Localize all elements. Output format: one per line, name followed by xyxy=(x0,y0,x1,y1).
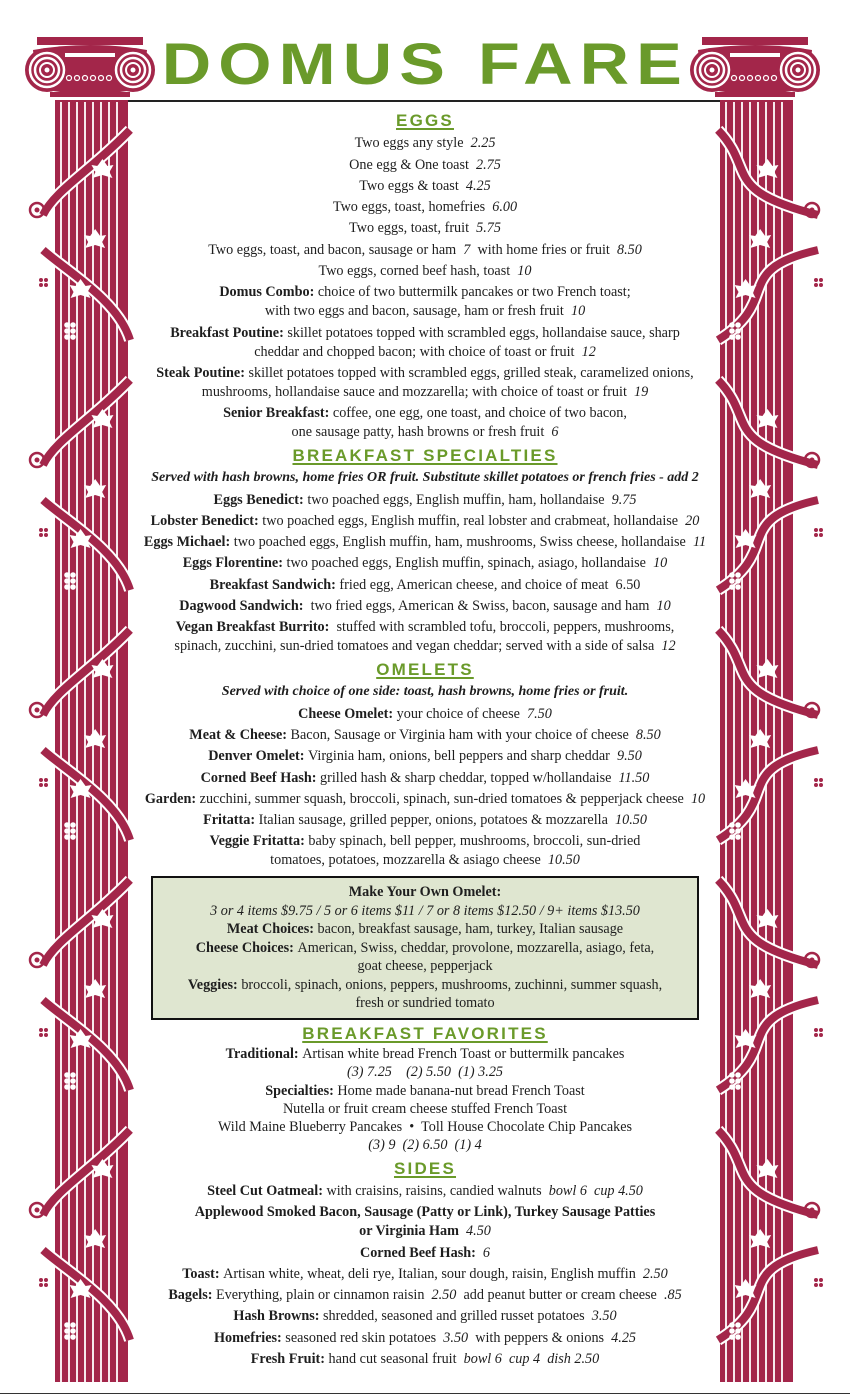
menu-item-line xyxy=(125,811,725,830)
vine-icon xyxy=(718,130,823,340)
menu-item-line xyxy=(125,1100,725,1118)
menu-item-line xyxy=(153,920,697,939)
menu-item xyxy=(125,1203,725,1241)
menu-item xyxy=(153,902,697,921)
item-price: 6.00 xyxy=(492,199,518,216)
item-description: seasoned red skin potatoes xyxy=(285,1329,444,1346)
menu-item xyxy=(125,198,725,217)
item-description: Italian sausage, grilled pepper, onions, potatoes & mozzarella xyxy=(258,812,615,829)
item-price: 10 xyxy=(517,263,532,280)
item-description: coffee, one egg, one toast, and choice of two bacon, xyxy=(332,405,627,422)
menu-item-line xyxy=(125,554,725,573)
menu-item xyxy=(125,769,725,788)
item-description: Two eggs, toast, and bacon, sausage or ham xyxy=(208,241,464,258)
menu-item-line xyxy=(125,1222,725,1241)
menu-section xyxy=(125,445,725,656)
menu-item-line xyxy=(153,883,697,902)
menu-item-line xyxy=(125,747,725,766)
vine-icon xyxy=(30,380,130,590)
item-description: Wild Maine Blueberry Pancakes • Toll House Chocolate Chip Pancakes xyxy=(217,1119,633,1136)
item-description: zucchini, summer squash, broccoli, spinach, sun-dried tomatoes & pepperjack cheese xyxy=(199,790,691,807)
item-description: with home fries or fruit xyxy=(470,241,617,258)
item-description: Nutella or fruit cream cheese stuffed French Toast xyxy=(282,1100,568,1117)
item-price: 2.25 xyxy=(470,135,496,152)
menu-item-line xyxy=(125,404,725,423)
section-title-text: EGGS xyxy=(396,111,454,130)
item-description: One egg & One toast xyxy=(349,156,477,173)
item-price: 9.50 xyxy=(616,748,642,765)
item-price: 4.50 xyxy=(466,1223,491,1240)
item-description: skillet potatoes topped with scrambled eggs, hollandaise sauce, sharp xyxy=(287,324,680,341)
menu-item xyxy=(125,747,725,766)
menu-item-line xyxy=(125,219,725,238)
item-name: Breakfast Poutine: xyxy=(170,324,288,341)
item-description: stuffed with scrambled tofu, broccoli, peppers, mushrooms, xyxy=(332,619,675,636)
section-title xyxy=(125,659,725,681)
item-name: Hash Browns: xyxy=(233,1308,324,1325)
menu-item xyxy=(125,726,725,745)
menu-item-line xyxy=(125,1329,725,1348)
vine-icon xyxy=(30,1130,130,1340)
menu-item xyxy=(153,976,697,1013)
item-description: two fried eggs, American & Swiss, bacon, sausage and ham xyxy=(307,598,657,615)
item-name: Eggs Michael: xyxy=(143,534,234,551)
menu-item xyxy=(125,1307,725,1326)
item-name: Eggs Benedict: xyxy=(213,491,308,508)
item-description: spinach, zucchini, sun-dried tomatoes and vegan cheddar; served with a side of salsa xyxy=(174,638,662,655)
item-description: Two eggs, toast, homefries xyxy=(332,199,493,216)
item-name: Veggie Fritatta: xyxy=(209,833,309,850)
section-title xyxy=(125,1023,725,1045)
menu-item-line xyxy=(125,324,725,343)
item-description: two poached eggs, English muffin, spinach, asiago, hollandaise xyxy=(286,555,654,572)
item-name: Eggs Florentine: xyxy=(182,555,287,572)
item-description: with craisins, raisins, candied walnuts xyxy=(326,1183,549,1199)
menu-item xyxy=(153,939,697,976)
item-name: Traditional: xyxy=(225,1045,303,1062)
section-title-text: BREAKFAST SPECIALTIES xyxy=(292,446,558,466)
item-description: Artisan white, wheat, deli rye, Italian, sour dough, raisin, English muffin xyxy=(223,1265,643,1282)
item-price: 8.50 xyxy=(616,241,642,258)
item-price: .85 xyxy=(663,1287,682,1304)
item-price: 10 xyxy=(570,303,586,320)
menu-item-line xyxy=(125,1307,725,1326)
vine-icon xyxy=(30,630,130,840)
item-price: (3) 7.25 (2) 5.50 (1) 3.25 xyxy=(346,1064,504,1081)
item-name: Cheese Choices: xyxy=(195,939,298,956)
vine-icon xyxy=(718,630,823,840)
menu-item-line xyxy=(125,343,725,362)
menu-item-line xyxy=(125,134,725,153)
section-title xyxy=(125,1158,725,1180)
menu-item xyxy=(125,512,725,531)
item-name: Corned Beef Hash: xyxy=(359,1244,483,1261)
item-price: 10 xyxy=(653,555,668,572)
item-name: Homefries: xyxy=(213,1329,286,1346)
item-name: Denver Omelet: xyxy=(208,748,308,765)
item-description: goat cheese, pepperjack xyxy=(357,958,493,975)
menu-item-line xyxy=(125,1265,725,1284)
menu-item-line xyxy=(125,177,725,196)
menu-item xyxy=(125,283,725,321)
item-name: Applewood Smoked Bacon, Sausage (Patty or Link), Turkey Sausage Patties xyxy=(194,1204,656,1221)
menu-item xyxy=(125,832,725,870)
section-title-text: BREAKFAST FAVORITES xyxy=(302,1023,548,1043)
item-name: Make Your Own Omelet: xyxy=(348,884,502,901)
item-price: 2.75 xyxy=(476,156,501,173)
item-description: cheddar and chopped bacon; with choice of toast or fruit xyxy=(254,343,582,360)
item-description: baby spinach, bell pepper, mushrooms, broccoli, sun-dried xyxy=(308,833,641,850)
menu-item xyxy=(125,790,725,809)
item-price: 12 xyxy=(661,638,676,655)
menu-item-line xyxy=(125,198,725,217)
menu-item-line xyxy=(125,705,725,724)
item-description: your choice of cheese xyxy=(396,705,528,722)
item-description: tomatoes, potatoes, mozzarella & asiago cheese xyxy=(270,852,548,869)
item-description: hand cut seasonal fruit xyxy=(328,1351,464,1368)
item-price: 10 xyxy=(656,598,671,615)
menu-item-line xyxy=(125,576,725,595)
menu-item xyxy=(125,241,725,260)
menu-item xyxy=(125,1082,725,1155)
item-name: or Virginia Ham xyxy=(359,1223,467,1240)
item-price: 10 xyxy=(690,790,706,807)
item-name: Domus Combo: xyxy=(219,284,318,301)
item-name: Garden: xyxy=(144,790,200,807)
item-price: 8.50 xyxy=(635,726,661,743)
menu-item xyxy=(125,1329,725,1348)
section-title-text: OMELETS xyxy=(376,660,474,680)
item-price: 5.75 xyxy=(476,220,501,237)
item-price: 20 xyxy=(685,512,700,529)
section-title xyxy=(125,445,725,467)
menu-item-line xyxy=(125,1118,725,1136)
vine-icon xyxy=(30,880,130,1090)
item-price: 11 xyxy=(692,534,707,551)
item-name: Steak Poutine: xyxy=(156,364,249,381)
item-description: one sausage patty, hash browns or fresh fruit xyxy=(291,424,552,441)
menu-item-line xyxy=(125,423,725,442)
menu-item xyxy=(125,364,725,402)
item-description: with two eggs and bacon, sausage, ham or fresh fruit xyxy=(264,303,571,320)
item-price: 4.25 xyxy=(465,177,491,194)
menu-item-line xyxy=(125,726,725,745)
item-description: add peanut butter or cream cheese xyxy=(456,1287,664,1304)
item-price: (3) 9 (2) 6.50 (1) 4 xyxy=(368,1137,482,1154)
menu-item-line xyxy=(125,1063,725,1081)
item-description: bacon, breakfast sausage, ham, turkey, Italian sausage xyxy=(317,921,624,938)
menu-item xyxy=(125,1350,725,1369)
menu-item-line xyxy=(125,1082,725,1100)
menu-item xyxy=(125,1286,725,1305)
item-price: 4.25 xyxy=(611,1329,636,1346)
menu-item-line xyxy=(125,790,725,809)
item-description: skillet potatoes topped with scrambled eggs, grilled steak, caramelized onions, xyxy=(248,364,694,381)
header-divider xyxy=(128,100,720,102)
vine-icon xyxy=(718,880,823,1090)
menu-item xyxy=(125,156,725,175)
menu-item-line xyxy=(153,939,697,958)
section-note: Served with hash browns, home fries OR fruit. Substitute skillet potatoes or french fries - add 2 xyxy=(151,470,699,486)
item-description: with peppers & onions xyxy=(468,1329,612,1346)
item-name: Breakfast Sandwich: xyxy=(209,576,340,593)
item-description: fresh or sundried tomato xyxy=(355,995,495,1012)
item-name: Lobster Benedict: xyxy=(150,512,263,529)
item-price: 7.50 xyxy=(527,705,552,722)
item-price: 11.50 xyxy=(618,769,650,786)
item-name: Specialties: xyxy=(265,1082,338,1099)
item-name: Corned Beef Hash: xyxy=(200,769,321,786)
item-price: 10.50 xyxy=(547,852,580,869)
menu-item-line xyxy=(125,533,725,552)
item-price: 6 xyxy=(551,424,559,441)
item-description: Virginia ham, onions, bell peppers and sharp cheddar xyxy=(308,748,617,765)
menu-item xyxy=(153,920,697,939)
menu-item xyxy=(125,219,725,238)
vine-icon xyxy=(30,130,130,340)
menu-item-line xyxy=(125,156,725,175)
item-description: grilled hash & sharp cheddar, topped w/hollandaise xyxy=(320,769,619,786)
item-name: Senior Breakfast: xyxy=(223,405,333,422)
menu-item-line xyxy=(125,241,725,260)
item-price: 3.50 xyxy=(443,1329,469,1346)
item-price: 2.50 xyxy=(431,1287,457,1304)
footer-divider xyxy=(0,1393,850,1394)
menu-item-line xyxy=(125,1136,725,1154)
menu-item xyxy=(125,618,725,656)
menu-item xyxy=(125,491,725,510)
menu-item-line xyxy=(125,512,725,531)
item-description: fried egg, American cheese, and choice of meat 6.50 xyxy=(339,576,641,593)
menu-item-line xyxy=(125,769,725,788)
item-description: two poached eggs, English muffin, ham, mushrooms, Swiss cheese, hollandaise xyxy=(233,534,693,551)
item-price: 3.50 xyxy=(591,1308,617,1325)
menu-item xyxy=(153,883,697,902)
item-name: Cheese Omelet: xyxy=(298,705,397,722)
menu-item xyxy=(125,1265,725,1284)
item-description: two poached eggs, English muffin, real lobster and crabmeat, hollandaise xyxy=(262,512,686,529)
item-name: Vegan Breakfast Burrito: xyxy=(175,619,333,636)
menu-section xyxy=(125,110,725,442)
item-description: broccoli, spinach, onions, peppers, mushrooms, zuchinni, summer squash, xyxy=(241,976,663,993)
menu-item xyxy=(125,404,725,442)
menu-item xyxy=(125,134,725,153)
item-name: Fritatta: xyxy=(203,812,259,829)
item-price: 3 or 4 items $9.75 / 5 or 6 items $11 / 7 or 8 items $12.50 / 9+ items $13.50 xyxy=(210,902,640,919)
menu-item xyxy=(125,576,725,595)
menu-item xyxy=(125,554,725,573)
menu-item-line xyxy=(153,957,697,976)
item-description: Everything, plain or cinnamon raisin xyxy=(216,1287,432,1304)
menu-item-line xyxy=(125,383,725,402)
section-note: Served with choice of one side: toast, hash browns, home fries or fruit. xyxy=(221,684,629,700)
vine-icon xyxy=(718,1130,823,1340)
menu-section xyxy=(125,1023,725,1155)
menu-item-line xyxy=(125,597,725,616)
section-title-text: SIDES xyxy=(393,1158,457,1178)
item-description: American, Swiss, cheddar, provolone, mozzarella, asiago, feta, xyxy=(297,939,655,956)
menu-item xyxy=(125,1182,725,1201)
item-description: Two eggs, toast, fruit xyxy=(349,220,477,237)
menu-item xyxy=(125,705,725,724)
item-description: Two eggs, corned beef hash, toast xyxy=(318,263,518,280)
item-description: Artisan white bread French Toast or buttermilk pancakes xyxy=(302,1045,625,1062)
item-name: Meat & Cheese: xyxy=(189,726,291,743)
item-price: bowl 6 cup 4.50 xyxy=(548,1183,643,1199)
menu-item-line xyxy=(125,637,725,656)
item-description: Two eggs any style xyxy=(354,135,471,152)
menu-item-line xyxy=(125,851,725,870)
menu-item-line xyxy=(125,364,725,383)
menu-item-line xyxy=(125,1203,725,1222)
menu-item-line xyxy=(125,1182,725,1201)
menu-section xyxy=(125,659,725,870)
item-description: Home made banana-nut bread French Toast xyxy=(337,1082,585,1099)
section-title xyxy=(125,110,725,132)
item-name: Meat Choices: xyxy=(226,921,318,938)
menu-item xyxy=(125,324,725,362)
menu-item-line xyxy=(125,618,725,637)
menu-item-line xyxy=(125,1244,725,1263)
menu-item-line xyxy=(153,994,697,1013)
item-name: Dagwood Sandwich: xyxy=(179,598,308,615)
item-name: Bagels: xyxy=(168,1287,216,1304)
menu-item xyxy=(125,811,725,830)
item-description: shredded, seasoned and grilled russet potatoes xyxy=(323,1308,592,1325)
menu-item xyxy=(125,1045,725,1082)
menu-item-line xyxy=(125,1350,725,1369)
restaurant-title: DOMUS FARE xyxy=(161,32,689,97)
menu-item-line xyxy=(125,302,725,321)
menu-item xyxy=(125,1244,725,1263)
item-description: Two eggs & toast xyxy=(359,177,466,194)
item-name: Toast: xyxy=(182,1265,224,1282)
menu-item xyxy=(125,262,725,281)
menu-item-line xyxy=(125,262,725,281)
item-description: choice of two buttermilk pancakes or two French toast; xyxy=(317,284,631,301)
menu-item-line xyxy=(153,902,697,921)
item-price: 12 xyxy=(581,343,596,360)
menu-item-line xyxy=(125,1045,725,1063)
menu-item-line xyxy=(125,491,725,510)
menu-item xyxy=(125,177,725,196)
item-price: 7 xyxy=(463,241,471,258)
menu-section xyxy=(125,1158,725,1369)
item-price: bowl 6 cup 4 dish 2.50 xyxy=(463,1351,600,1368)
item-price: 9.75 xyxy=(611,491,637,508)
custom-omelet-box xyxy=(151,876,699,1020)
menu-content xyxy=(125,107,725,1369)
item-price: 10.50 xyxy=(615,812,647,829)
item-description: two poached eggs, English muffin, ham, hollandaise xyxy=(307,491,612,508)
item-description: mushrooms, hollandaise sauce and mozzarella; with choice of toast or fruit xyxy=(201,383,634,400)
menu-item-line xyxy=(125,1286,725,1305)
item-price: 19 xyxy=(634,383,649,400)
item-name: Veggies: xyxy=(187,976,242,993)
item-name: Steel Cut Oatmeal: xyxy=(207,1183,327,1199)
vine-icon xyxy=(718,380,823,590)
item-price: 2.50 xyxy=(642,1265,668,1282)
menu-item-line xyxy=(153,976,697,995)
item-price: 6 xyxy=(482,1244,491,1261)
menu-item xyxy=(125,533,725,552)
menu-item xyxy=(125,597,725,616)
item-name: Fresh Fruit: xyxy=(250,1351,329,1368)
menu-item-line xyxy=(125,283,725,302)
menu-item-line xyxy=(125,832,725,851)
item-description: Bacon, Sausage or Virginia ham with your choice of cheese xyxy=(290,726,636,743)
